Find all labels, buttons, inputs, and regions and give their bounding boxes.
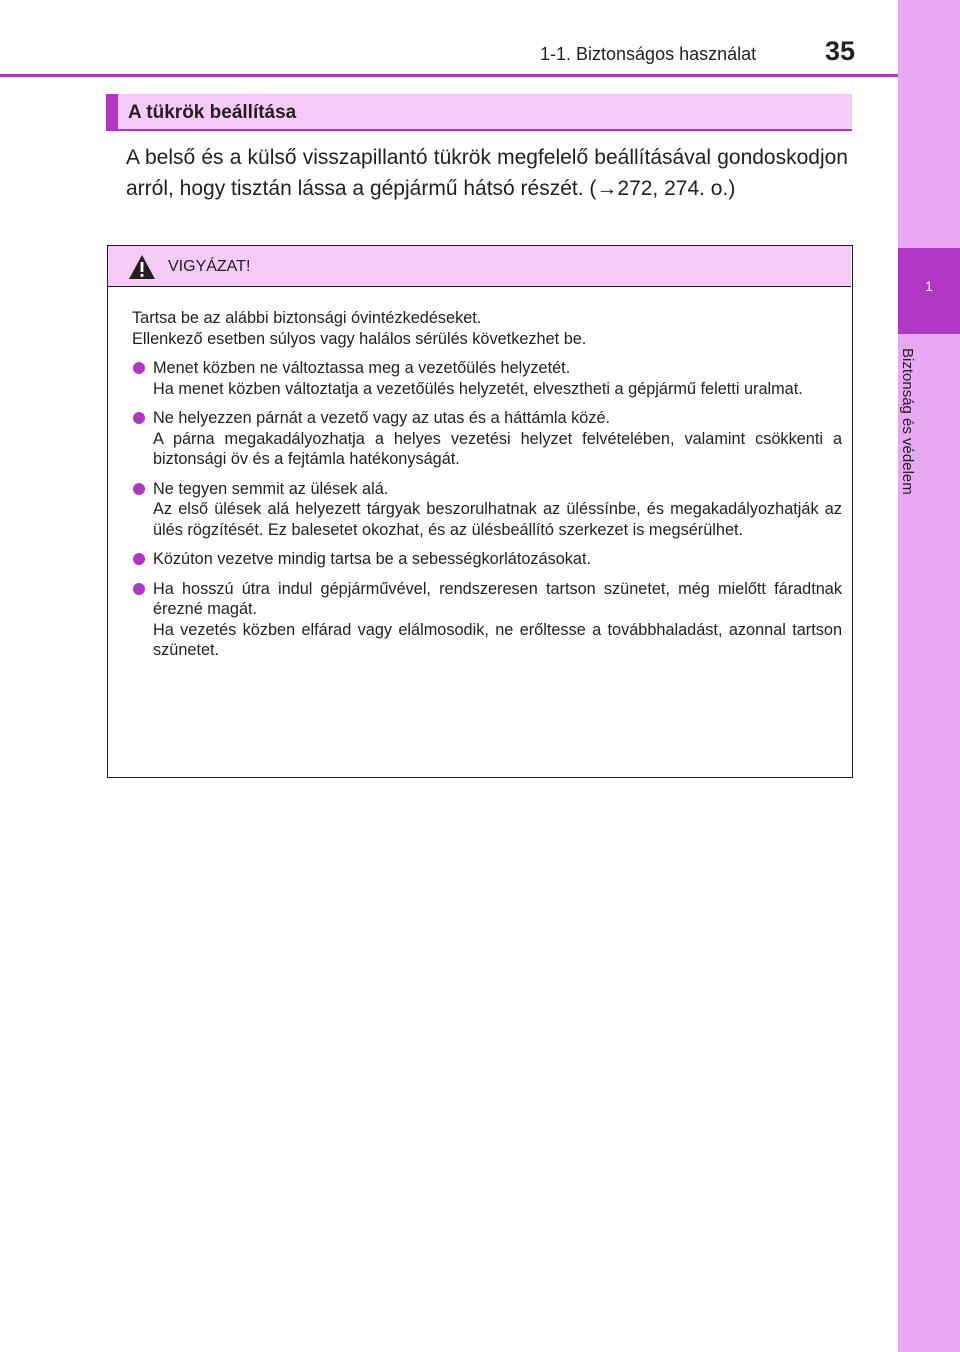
warning-title: VIGYÁZAT! xyxy=(168,258,251,275)
bullet-dot-icon xyxy=(133,362,145,374)
bullet-title: Ne helyezzen párnát a vezető vagy az utas és a háttámla közé. xyxy=(153,409,611,427)
chapter-number-tab xyxy=(898,248,960,334)
warning-intro-line: Ellenkező esetben súlyos vagy halálos sérülés következhet be. xyxy=(132,329,587,348)
section-heading: A tükrök beállítása xyxy=(128,102,297,123)
warning-box xyxy=(107,245,853,778)
bullet-title: Menet közben ne változtassa meg a vezetőülés helyzetét. xyxy=(153,359,571,377)
warning-body xyxy=(132,308,842,661)
bullet-body: Ha vezetés közben elfárad vagy elálmosodik, ne erőltesse a továbbhaladást, azonnal tartson szünetet. xyxy=(153,620,842,659)
warning-header xyxy=(108,246,851,287)
header-section-title: 1-1. Biztonságos használat xyxy=(540,44,757,64)
intro-paragraph: A belső és a külső visszapillantó tükrök megfelelő beállításával gondoskodjon arról, hogy tisztán lássa a gépjármű hátsó részét. (→272, 274. o.) xyxy=(126,146,848,200)
warning-bullet xyxy=(132,358,842,399)
bullet-body: Az első ülések alá helyezett tárgyak beszorulhatnak az üléssínbe, és megakadályozhatják az ülés rögzítését. Ez balesetet okozhat, és az ülésbeállító szerkezet is megsérülhet. xyxy=(153,500,842,539)
warning-bullet xyxy=(132,408,842,470)
bullet-body: Ha menet közben változtatja a vezetőülés helyzetét, elvesztheti a gépjármű feletti uralmat. xyxy=(153,379,803,398)
bullet-dot-icon xyxy=(133,553,145,565)
warning-bullet xyxy=(132,549,842,570)
bullet-dot-icon xyxy=(133,412,145,424)
chapter-number: 1 xyxy=(925,278,933,294)
chapter-title-tab xyxy=(899,348,936,548)
bullet-title: Ne tegyen semmit az ülések alá. xyxy=(153,479,389,498)
bullet-title: Ha hosszú útra indul gépjárművével, rendszeresen tartson szünetet, még mielőtt fáradtnak érezné magát. xyxy=(153,579,842,618)
warning-bullet xyxy=(132,579,842,661)
warning-bullet xyxy=(132,479,842,541)
warning-intro-line: Tartsa be az alábbi biztonsági óvintézkedéseket. xyxy=(132,309,482,327)
chapter-side-tab xyxy=(898,0,960,1352)
chapter-title: Biztonság és védelem xyxy=(899,348,916,495)
bullet-title: Közúton vezetve mindig tartsa be a sebességkorlátozásokat. xyxy=(153,550,592,568)
section-heading-bar xyxy=(106,94,852,131)
header-divider xyxy=(0,74,898,77)
bullet-body: A párna megakadályozhatja a helyes vezetési helyzet felvételében, valamint csökkenti a biztonsági öv és a fejtámla hatékonyságát. xyxy=(153,429,842,468)
bullet-dot-icon xyxy=(133,583,145,595)
bullet-dot-icon xyxy=(133,483,145,495)
page-number: 35 xyxy=(825,36,856,66)
warning-triangle-icon xyxy=(128,254,156,280)
